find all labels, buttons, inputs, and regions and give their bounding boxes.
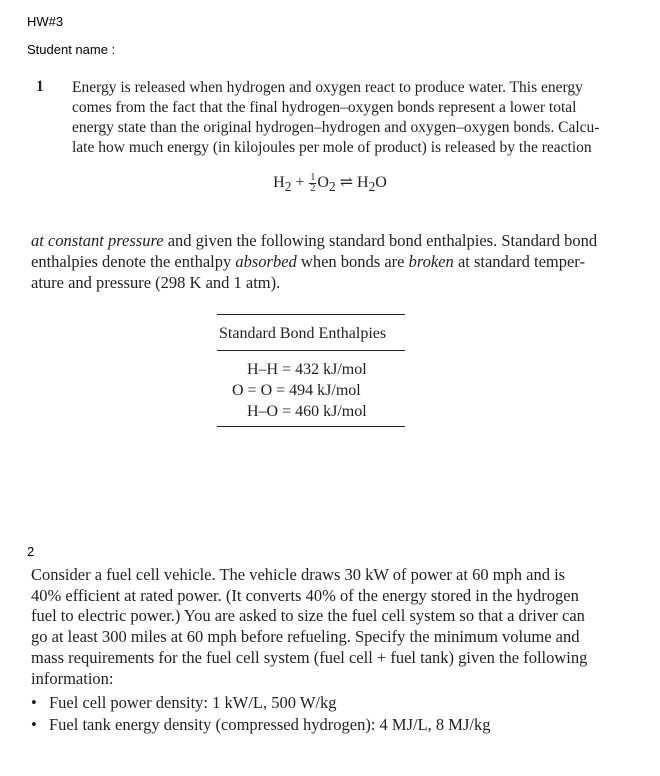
question-1-line: comes from the fact that the final hydrogen–oxygen bonds represent a lower total bbox=[72, 99, 577, 116]
text-run: enthalpies denote the enthalpy bbox=[31, 252, 236, 271]
question-2-line: 40% efficient at rated power. (It converts 40% of the energy stored in the hydrogen bbox=[31, 585, 579, 605]
question-1-line: energy state than the original hydrogen–hydrogen and oxygen–oxygen bonds. Calcu- bbox=[72, 119, 600, 136]
reactant-h: H bbox=[273, 174, 285, 191]
question-2-line: fuel to electric power.) You are asked to size the fuel cell system so that a driver can bbox=[31, 606, 585, 626]
table-body bbox=[217, 351, 405, 427]
table-row: O = O = 494 kJ/mol bbox=[232, 382, 361, 399]
emphasis-text: broken bbox=[408, 252, 454, 271]
question-1-number: 1 bbox=[36, 78, 44, 95]
table-title: Standard Bond Enthalpies bbox=[217, 315, 405, 351]
equilibrium-arrow: ⇌ bbox=[335, 174, 358, 191]
question-1-text bbox=[72, 78, 617, 158]
question-1-line: late how much energy (in kilojoules per mole of product) is released by the reaction bbox=[72, 139, 592, 156]
list-item bbox=[31, 692, 490, 714]
question-2-line: mass requirements for the fuel cell system (fuel cell + fuel tank) given the following bbox=[31, 647, 588, 667]
question-2-line: go at least 300 miles at 60 mph before refueling. Specify the minimum volume and bbox=[31, 627, 580, 647]
product-h-subscript: 2 bbox=[368, 179, 376, 195]
question-2-text bbox=[31, 565, 621, 689]
text-run: and given the following standard bond enthalpies. Standard bond bbox=[163, 231, 598, 250]
one-half-fraction bbox=[309, 173, 316, 194]
emphasis-text: at constant pressure bbox=[31, 231, 164, 250]
question-2-line: Consider a fuel cell vehicle. The vehicle draws 30 kW of power at 60 mph and is bbox=[31, 565, 566, 584]
bullet-icon: • bbox=[31, 693, 37, 712]
product-h: H bbox=[357, 174, 369, 191]
table-row: H–O = 460 kJ/mol bbox=[247, 403, 367, 420]
reactant-o-subscript: 2 bbox=[328, 179, 336, 195]
continuation-line: ature and pressure (298 K and 1 atm). bbox=[31, 273, 281, 292]
fraction-numerator: 1 bbox=[310, 171, 316, 183]
bullet-icon: • bbox=[31, 715, 37, 734]
product-o: O bbox=[375, 174, 387, 191]
student-name-label: Student name : bbox=[27, 42, 116, 57]
fraction-denominator: 2 bbox=[310, 182, 316, 194]
list-item bbox=[31, 714, 490, 736]
reactant-h-subscript: 2 bbox=[284, 179, 292, 195]
homework-title: HW#3 bbox=[27, 14, 64, 29]
bullet-list bbox=[31, 692, 490, 736]
reaction-equation bbox=[0, 172, 660, 195]
list-item-text: Fuel cell power density: 1 kW/L, 500 W/kg bbox=[49, 693, 337, 712]
emphasis-text: absorbed bbox=[235, 252, 297, 271]
plus-sign: + bbox=[291, 174, 309, 191]
question-1-continuation bbox=[31, 230, 631, 293]
question-2-line: information: bbox=[31, 668, 114, 688]
question-1-line: Energy is released when hydrogen and oxygen react to produce water. This energy bbox=[72, 79, 583, 96]
continuation-line bbox=[31, 251, 631, 272]
text-run: at standard temper- bbox=[453, 252, 585, 271]
continuation-line bbox=[31, 230, 631, 251]
question-2-number: 2 bbox=[27, 544, 35, 559]
reactant-o: O bbox=[317, 174, 329, 191]
table-row: H–H = 432 kJ/mol bbox=[247, 361, 367, 378]
list-item-text: Fuel tank energy density (compressed hydrogen): 4 MJ/L, 8 MJ/kg bbox=[49, 715, 491, 734]
bond-enthalpy-table bbox=[217, 314, 405, 427]
text-run: when bonds are bbox=[296, 252, 409, 271]
